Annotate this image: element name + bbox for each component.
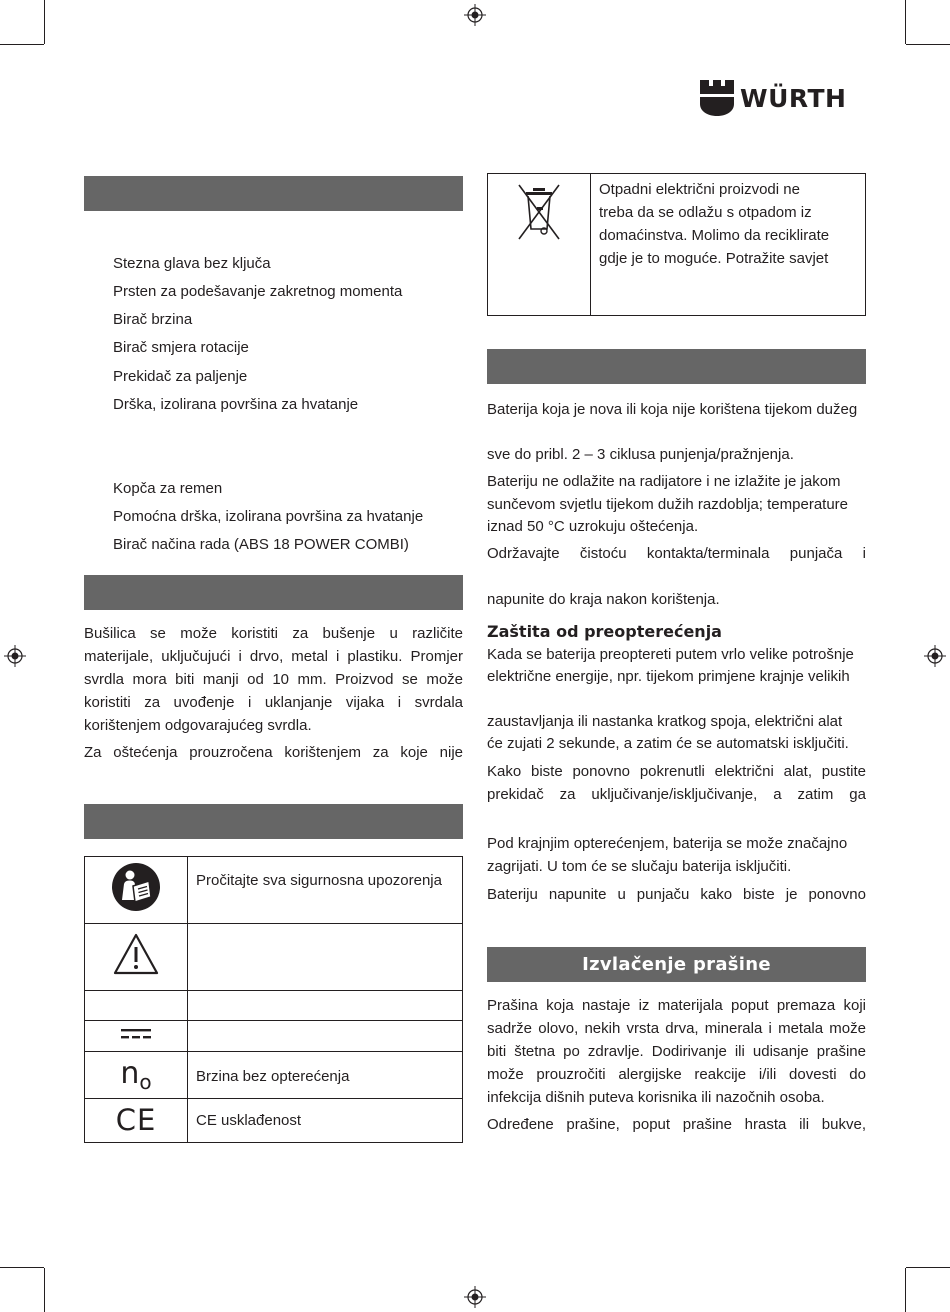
- intended-use-line: koristiti za uvođenje i uklanjanje vijaka i svrdala: [84, 694, 463, 711]
- no-load-speed-symbol: n: [120, 1056, 140, 1091]
- intended-use-line: svrdla mora biti manji od 10 mm. Proizvod se može: [84, 671, 463, 688]
- direct-current-icon: [120, 1027, 152, 1041]
- parts-list-item: Pomoćna drška, izolirana površina za hvatanje: [113, 508, 424, 525]
- dust-line: Prašina koja nastaje iz materijala poput premaza koji: [487, 997, 866, 1014]
- symbol-description: Pročitajte sva sigurnosna upozorenja: [188, 857, 463, 924]
- symbol-row: [85, 1021, 463, 1052]
- parts-list-item: Birač načina rada (ABS 18 POWER COMBI): [113, 536, 409, 553]
- overload-line: Bateriju napunite u punjaču kako biste je ponovno: [487, 886, 866, 903]
- dust-line: Određene prašine, poput prašine hrasta ili bukve,: [487, 1116, 866, 1133]
- intended-use-line: Za oštećenja prouzročena korištenjem za koje nije: [84, 744, 463, 761]
- battery-line: iznad 50 °C uzrokuju oštećenja.: [487, 518, 699, 535]
- section-bar-battery: [487, 349, 866, 384]
- symbol-cell: [85, 1021, 188, 1052]
- overload-line: Kako biste ponovno pokrenutli električni alat, pustite: [487, 763, 866, 780]
- weee-line: domaćinstva. Molimo da reciklirate: [599, 227, 830, 244]
- overload-heading: Zaštita od preopterećenja: [487, 622, 722, 641]
- dust-line: može prouzročiti alergijske reakcije i/ili dovesti do: [487, 1066, 866, 1083]
- weee-text-cell: [591, 174, 866, 316]
- weee-line: Otpadni električni proizvodi ne: [599, 181, 800, 198]
- weee-table: [487, 173, 866, 316]
- weee-line: treba da se odlažu s otpadom iz: [599, 204, 812, 221]
- brand-logo: [700, 79, 846, 117]
- ce-mark-icon: CE: [115, 1102, 157, 1137]
- symbol-description: [188, 1021, 463, 1052]
- battery-line: Održavajte čistoću kontakta/terminala punjača i: [487, 545, 866, 562]
- crop-mark: [44, 1268, 45, 1312]
- dust-line: biti štetna po zdravlje. Dodirivanje ili udisanje prašine: [487, 1043, 866, 1060]
- battery-line: napunite do kraja nakon korištenja.: [487, 591, 720, 608]
- parts-list-item: Kopča za remen: [113, 480, 223, 497]
- registration-mark-icon: [464, 1286, 486, 1308]
- weee-row: [488, 174, 866, 316]
- parts-list-item: Drška, izolirana površina za hvatanje: [113, 396, 359, 413]
- manual-read-icon: [111, 862, 161, 912]
- overload-line: zaustavljanja ili nastanka kratkog spoja, električni alat: [487, 713, 843, 730]
- symbol-description: [188, 991, 463, 1021]
- registration-mark-icon: [4, 645, 26, 667]
- symbol-description: CE usklađenost: [188, 1099, 463, 1143]
- no-load-speed-subscript: o: [139, 1070, 152, 1094]
- symbol-description: Brzina bez opterećenja: [188, 1052, 463, 1099]
- registration-mark-icon: [924, 645, 946, 667]
- crop-mark: [905, 1268, 906, 1312]
- symbol-cell: [85, 857, 188, 924]
- brand-name: WÜRTH: [740, 83, 847, 113]
- battery-line: sve do pribl. 2 – 3 ciklusa punjenja/pražnjenja.: [487, 446, 794, 463]
- symbol-cell: [85, 924, 188, 991]
- symbol-row: [85, 1052, 463, 1099]
- overload-line: Kada se baterija preoptereti putem vrlo velike potrošnje: [487, 646, 854, 663]
- intended-use-line: Bušilica se može koristiti za bušenje u različite: [84, 625, 463, 642]
- dust-line: infekcija dišnih puteva korisnika ili nazočnih osoba.: [487, 1089, 825, 1106]
- crop-mark: [44, 0, 45, 44]
- intended-use-line: materijale, uključujući i drvo, metal i plastiku. Promjer: [84, 648, 463, 665]
- crop-mark: [0, 44, 44, 45]
- overload-line: će zujati 2 sekunde, a zatim će se automatski isključiti.: [487, 735, 849, 752]
- crop-mark: [906, 1267, 950, 1268]
- weee-icon-cell: [488, 174, 591, 316]
- warning-triangle-icon: [112, 932, 160, 976]
- symbol-row: [85, 1099, 463, 1143]
- symbol-cell: [85, 991, 188, 1021]
- symbols-table: [84, 856, 463, 1143]
- battery-line: Baterija koja je nova ili koja nije korištena tijekom dužeg: [487, 401, 858, 418]
- dust-line: sadrže olovo, nekih vrsta drva, minerala i metala može: [487, 1020, 866, 1037]
- crop-mark: [906, 44, 950, 45]
- parts-list-item: Prsten za podešavanje zakretnog momenta: [113, 283, 403, 300]
- symbol-cell: [85, 1099, 188, 1143]
- crossed-bin-icon: [511, 182, 567, 242]
- overload-line: električne energije, npr. tijekom primjene krajnje velikih: [487, 668, 850, 685]
- wurth-logo-icon: [700, 80, 734, 116]
- section-bar-dust: Izvlačenje prašine: [487, 947, 866, 982]
- battery-line: sunčevom svjetlu tijekom dužih razdoblja; temperature: [487, 496, 849, 513]
- section-bar-parts: [84, 176, 463, 211]
- section-bar-intended-use: [84, 575, 463, 610]
- symbol-row: [85, 924, 463, 991]
- parts-list-item: Birač smjera rotacije: [113, 339, 249, 356]
- registration-mark-icon: [464, 4, 486, 26]
- symbol-row: [85, 991, 463, 1021]
- parts-list-item: Prekidač za paljenje: [113, 368, 248, 385]
- crop-mark: [905, 0, 906, 44]
- battery-line: Bateriju ne odlažite na radijatore i ne izlažite je jakom: [487, 473, 841, 490]
- no-load-speed-icon: [120, 1056, 152, 1094]
- parts-list-item: Stezna glava bez ključa: [113, 255, 271, 272]
- overload-line: zagrijati. U tom će se slučaju baterija isključiti.: [487, 858, 792, 875]
- symbol-row: [85, 857, 463, 924]
- crop-mark: [0, 1267, 44, 1268]
- overload-line: prekidač za uključivanje/isključivanje, a zatim ga: [487, 786, 866, 803]
- symbol-description: [188, 924, 463, 991]
- weee-line: gdje je to moguće. Potražite savjet: [599, 250, 829, 267]
- overload-line: Pod krajnjim opterećenjem, baterija se može značajno: [487, 835, 848, 852]
- symbol-cell: [85, 1052, 188, 1099]
- parts-list-item: Birač brzina: [113, 311, 193, 328]
- intended-use-line: korištenjem odgovarajućeg svrdla.: [84, 717, 312, 734]
- section-bar-symbols: [84, 804, 463, 839]
